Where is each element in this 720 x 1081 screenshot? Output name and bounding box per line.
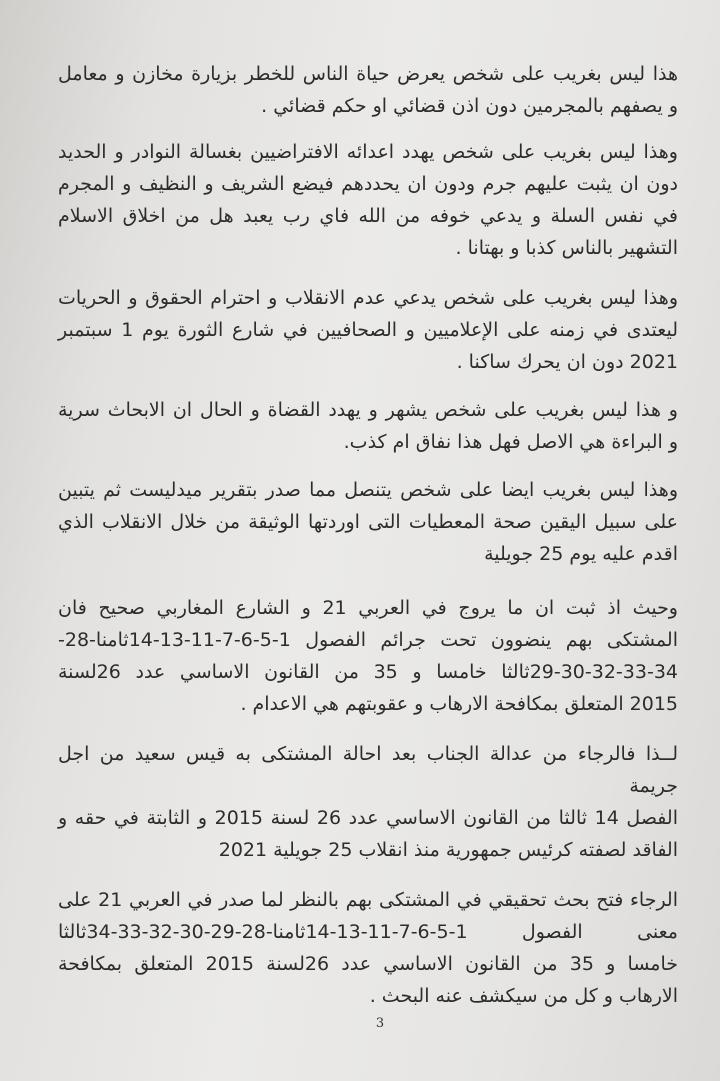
text-line: على سبيل اليقين صحة المعطيات التى اوردتها الوثيقة من خلال الانقلاب الذي xyxy=(58,511,678,533)
paragraph-7 xyxy=(58,738,678,866)
paragraph-4 xyxy=(58,394,678,458)
text-line: الرجاء فتح بحث تحقيقي في المشتكى بهم بالنظر لما صدر في العربي 21 على xyxy=(58,889,678,911)
paragraph-8 xyxy=(58,884,678,1012)
text-line: وهذا ليس بغريب على شخص يهدد اعدائه الافتراضيين بغسالة النوادر و الحديد xyxy=(58,141,678,163)
text-line: الفاقد لصفته كرئيس جمهورية منذ انقلاب 25 جويلية 2021 xyxy=(218,839,678,861)
text-line: وهذا ليس بغريب على شخص يدعي عدم الانقلاب و احترام الحقوق و الحريات xyxy=(58,287,678,309)
paragraph-6 xyxy=(58,592,678,720)
text-line: وحيث اذ ثبت ان ما يروج في العربي 21 و الشارع المغاربي صحيح فان xyxy=(58,597,678,619)
text-line: الارهاب و كل من سيكشف عنه البحث . xyxy=(369,985,678,1007)
text-line: و هذا ليس بغريب على شخص يشهر و يهدد القضاة و الحال ان الابحاث سرية xyxy=(58,399,678,421)
text-line: في نفس السلة و يدعي خوفه من الله فاي رب يعبد هل من اخلاق الاسلام xyxy=(58,205,678,227)
text-line: و يصفهم بالمجرمين دون اذن قضائي او حكم قضائي . xyxy=(261,95,678,117)
text-line: اقدم عليه يوم 25 جويلية xyxy=(484,543,678,565)
text-line: وهذا ليس بغريب ايضا على شخص يتنصل مما صدر بتقرير ميدليست ثم يتبين xyxy=(58,479,678,501)
text-line: 2015 المتعلق بمكافحة الارهاب و عقوبتهم هي الاعدام . xyxy=(240,693,678,715)
paragraph-3 xyxy=(58,282,678,378)
text-line: معنى الفصول 1-5-6-7-11-13-14ثامنا-28-29-30-32-33-34ثالثا xyxy=(58,921,678,943)
text-line: لــذا فالرجاء من عدالة الجناب بعد احالة المشتكى به قيس سعيد من اجل جريمة xyxy=(58,743,678,797)
paragraph-1 xyxy=(58,58,678,122)
text-line: ليعتدى في زمنه على الإعلاميين و الصحافيين في شارع الثورة يوم 1 سبتمبر xyxy=(58,319,678,341)
text-line: دون ان يثبت عليهم جرم ودون ان يحددهم فيضع الشريف و النظيف و المجرم xyxy=(58,173,678,195)
paragraph-2 xyxy=(58,136,678,264)
text-line: هذا ليس بغريب على شخص يعرض حياة الناس للخطر بزيارة مخازن و معامل xyxy=(58,63,678,85)
text-line: 2021 دون ان يحرك ساكنا . xyxy=(456,351,678,373)
text-line: و البراءة هي الاصل فهل هذا نفاق ام كذب. xyxy=(343,431,678,453)
text-line: خامسا و 35 من القانون الاساسي عدد 26لسنة 2015 المتعلق بمكافحة xyxy=(58,953,678,975)
text-line: التشهير بالناس كذبا و بهتانا . xyxy=(455,237,678,259)
document-body xyxy=(58,58,678,1034)
text-line: المشتكى بهم ينضوون تحت جرائم الفصول 1-5-6-7-11-13-14ثامنا-28- xyxy=(58,629,678,651)
paragraph-5 xyxy=(58,474,678,570)
text-line: الفصل 14 ثالثا من القانون الاساسي عدد 26 لسنة 2015 و الثابتة في حقه و xyxy=(58,807,678,829)
page-number: 3 xyxy=(375,1016,385,1031)
text-line: 29-30-32-33-34ثالثا خامسا و 35 من القانون الاساسي عدد 26لسنة xyxy=(58,661,678,683)
